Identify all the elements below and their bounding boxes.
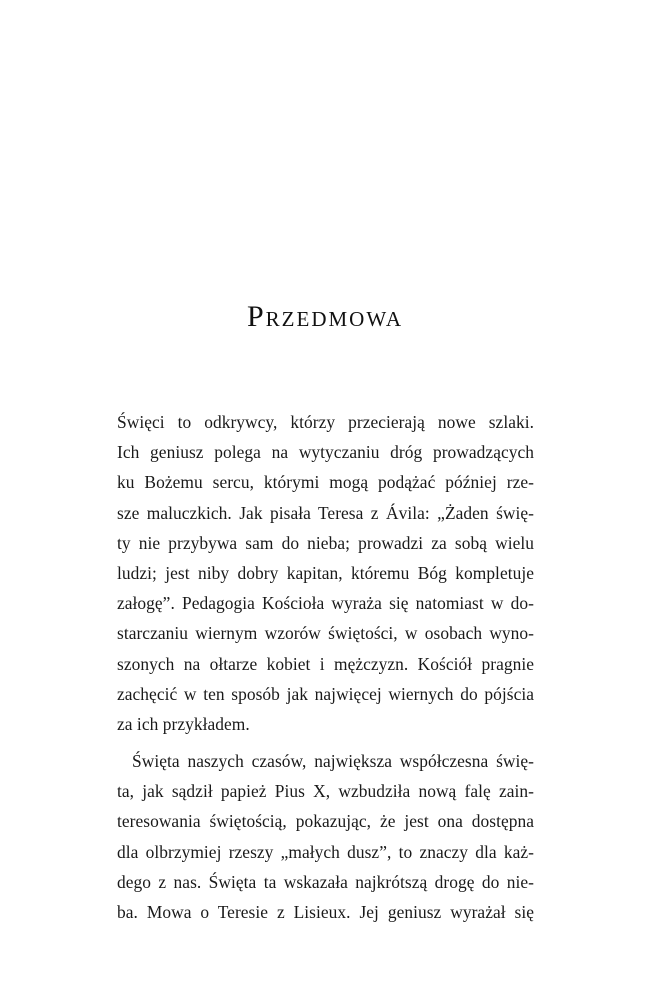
text-line: dego z nas. Święta ta wskazała najkrótszą drogę do nie-	[117, 871, 534, 892]
text-line: Święta naszych czasów, największa współczesna świę-	[132, 751, 534, 772]
text-line: ba. Mowa o Teresie z Lisieux. Jej geniusz wyrażał się	[117, 902, 534, 922]
text-line: teresowania świętością, pokazując, że jest ona dostępna	[117, 811, 534, 832]
text-line: Święci to odkrywcy, którzy przecierają nowe szlaki.	[117, 412, 534, 432]
paragraph-2	[117, 746, 534, 927]
text-line: ku Bożemu sercu, którymi mogą podążać później rze-	[117, 472, 534, 493]
text-line: dla olbrzymiej rzeszy „małych dusz”, to znaczy dla każ-	[117, 841, 534, 862]
text-line: sze maluczkich. Jak pisała Teresa z Ávila: „Żaden świę-	[117, 502, 534, 523]
text-line: starczaniu wiernym wzorów świętości, w osobach wyno-	[117, 623, 534, 644]
paragraph-spacer	[117, 739, 534, 746]
text-line: za ich przykładem.	[117, 713, 250, 734]
text-line: ty nie przybywa sam do nieba; prowadzi za sobą wielu	[117, 532, 534, 553]
text-line: załogę”. Pedagogia Kościoła wyraża się natomiast w do-	[117, 593, 534, 614]
text-line: Ich geniusz polega na wytyczaniu dróg prowadzących	[117, 442, 534, 463]
text-line: ludzi; jest niby dobry kapitan, któremu Bóg kompletuje	[117, 562, 534, 583]
text-line: szonych na ołtarze kobiet i mężczyzn. Kościół pragnie	[117, 653, 534, 674]
chapter-title: Przedmowa	[246, 300, 403, 333]
paragraph-1	[117, 407, 534, 739]
text-line: ta, jak sądził papież Pius X, wzbudziła nową falę zain-	[117, 781, 534, 802]
text-line: zachęcić w ten sposób jak najwięcej wiernych do pójścia	[117, 683, 534, 704]
body-text	[117, 407, 534, 927]
